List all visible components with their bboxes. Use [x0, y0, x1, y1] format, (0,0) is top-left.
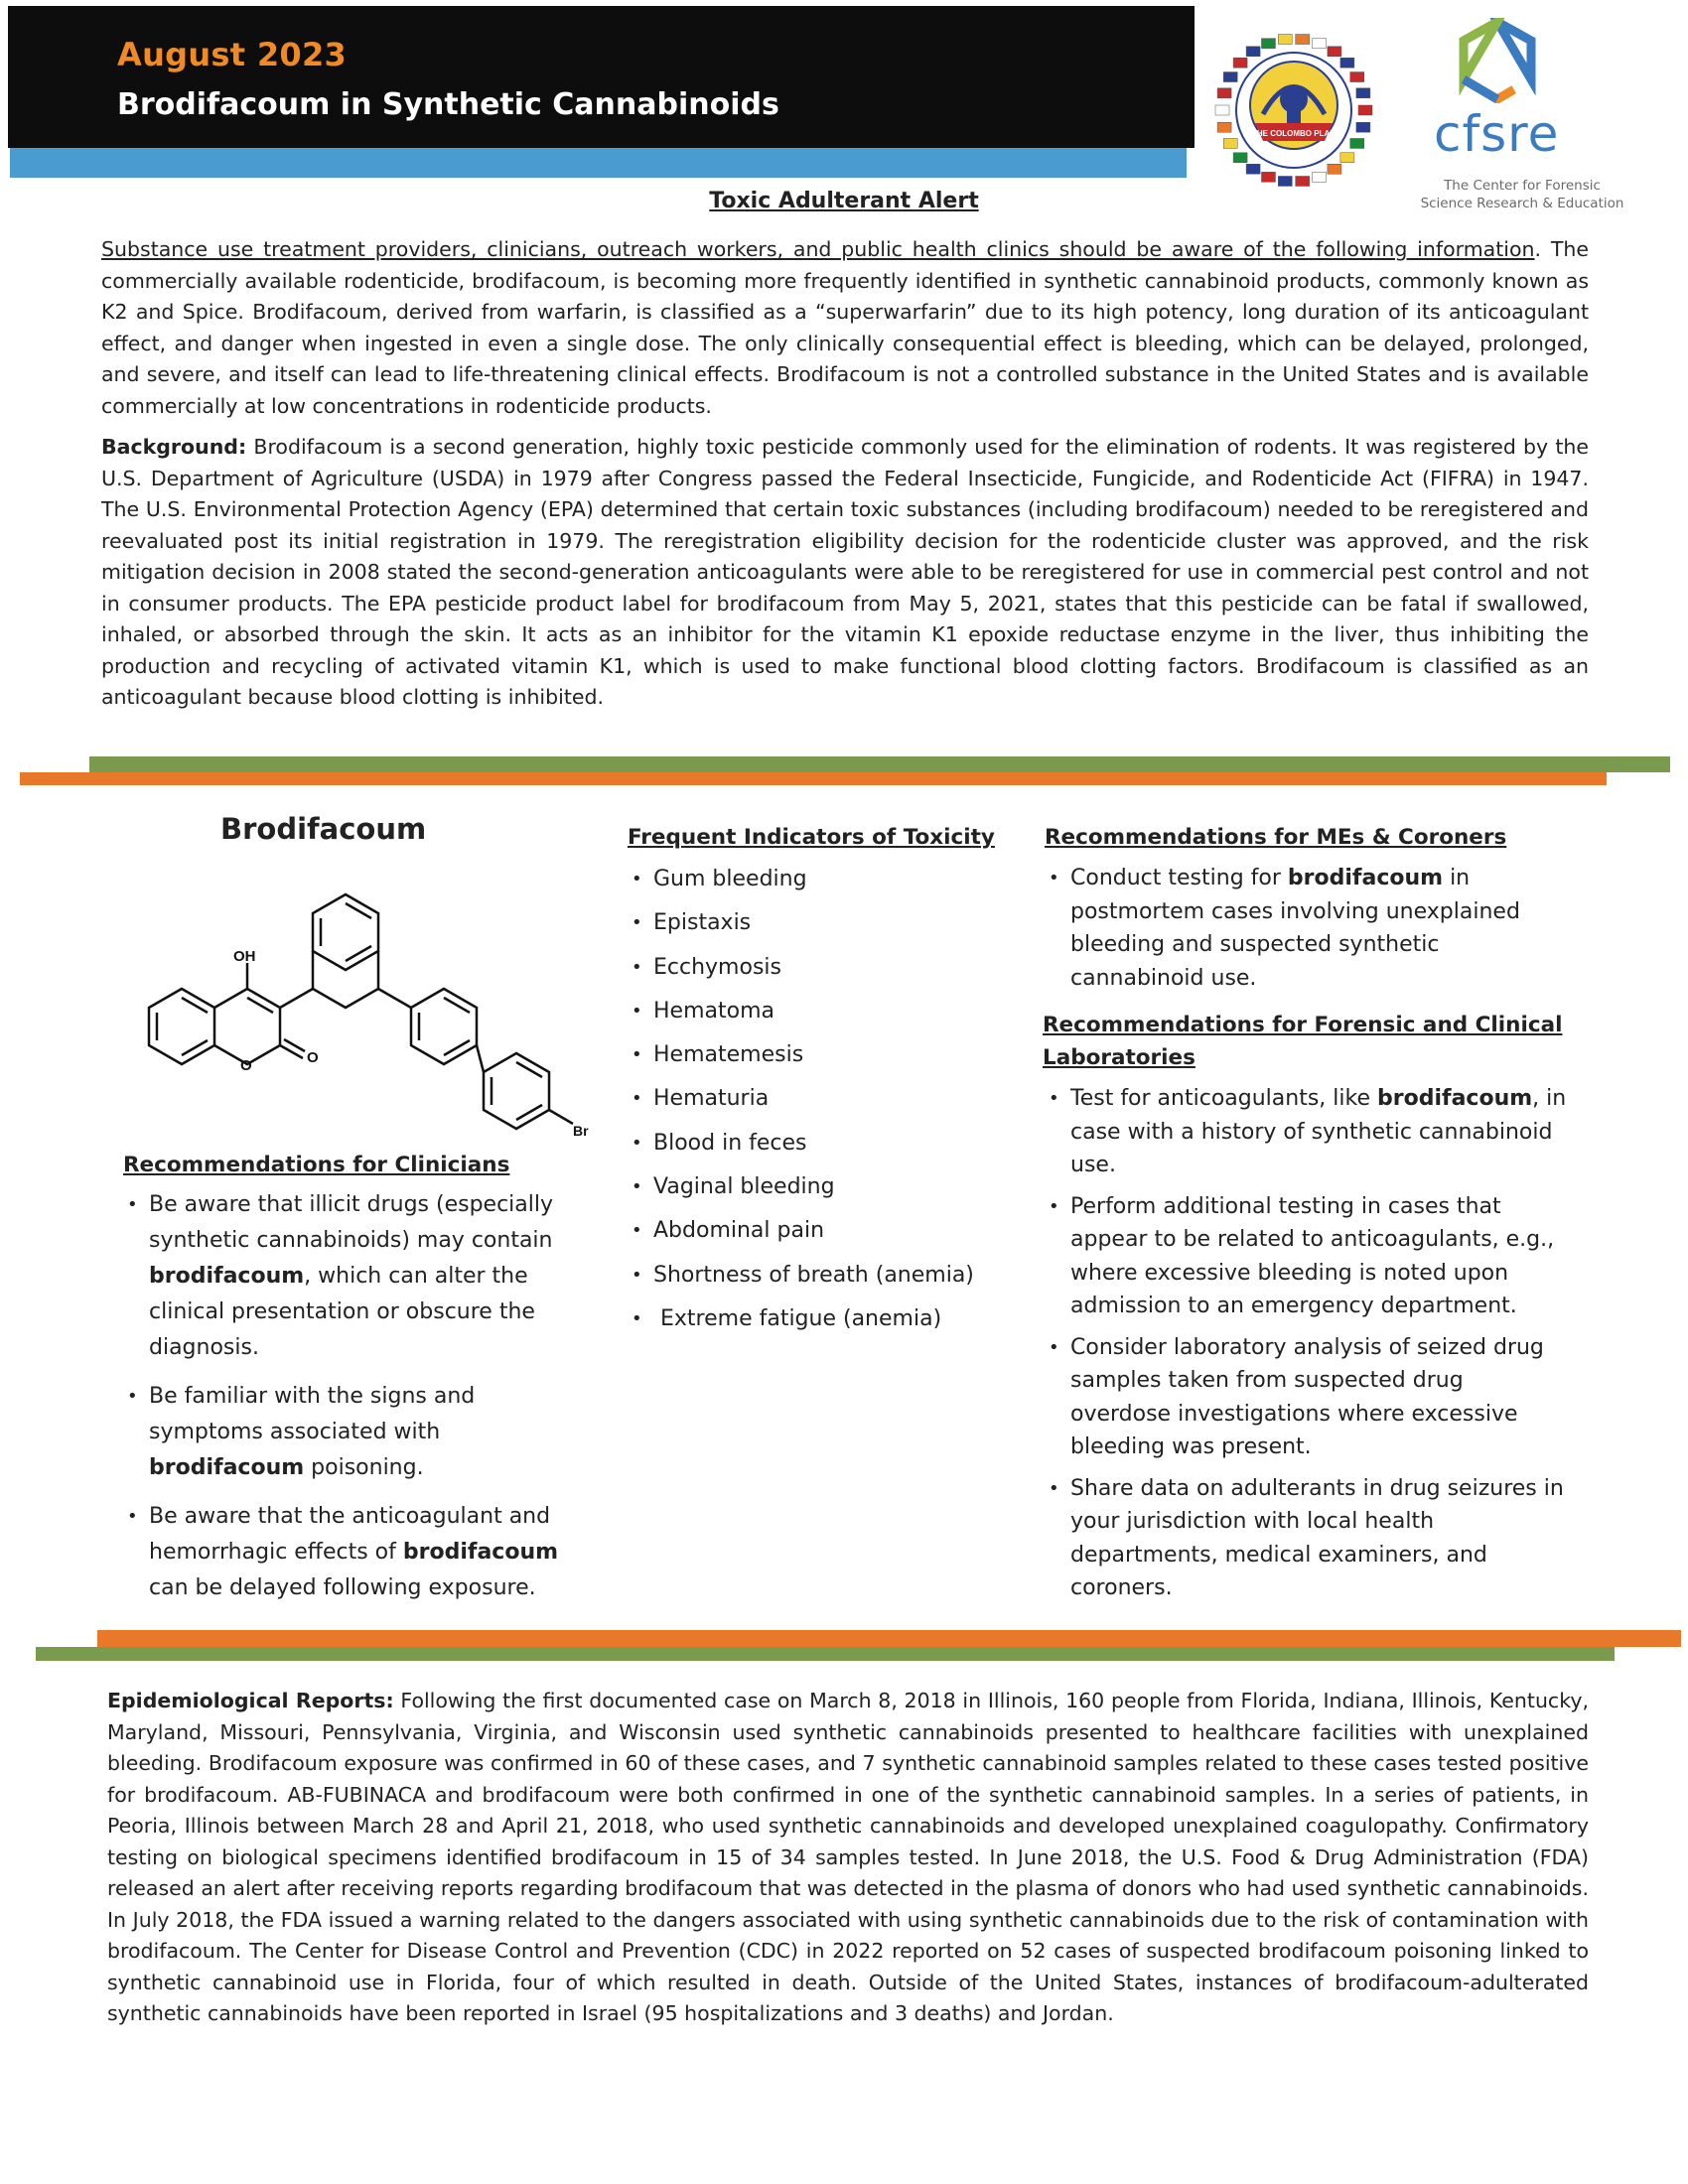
cfsre-wordmark: cfsre: [1434, 105, 1560, 163]
compound-name: Brodifacoum: [220, 812, 427, 846]
alert-title: Toxic Adulterant Alert: [709, 189, 979, 213]
list-item: • Test for anticoagulants, like brodifacoum, in case with a history of synthetic cannabinoid use.: [1045, 1082, 1569, 1182]
cfsre-hexagon-icon: [1458, 18, 1537, 103]
list-item: • Be familiar with the signs and symptoms associated with brodifacoum poisoning.: [123, 1379, 590, 1486]
flag-icon: [1350, 72, 1364, 82]
list-item: • Shortness of breath (anemia): [628, 1258, 1025, 1294]
brodifacoum-structure: [114, 864, 601, 1152]
flag-icon: [1340, 153, 1354, 163]
flag-icon: [1278, 35, 1292, 45]
list-item: • Hematemesis: [628, 1037, 1025, 1073]
list-item: • Ecchymosis: [628, 950, 1025, 986]
flag-icon: [1358, 105, 1372, 115]
flag-icon: [1233, 153, 1247, 163]
header-date: August 2023: [117, 36, 348, 73]
list-item: • Epistaxis: [628, 905, 1025, 941]
list-item: • Be aware that the anticoagulant and hemorrhagic effects of brodifacoum can be delayed following exposure.: [123, 1499, 590, 1606]
list-item: • Be aware that illicit drugs (especially synthetic cannabinoids) may contain brodifacoum, which can alter the clinical presentation or obscure the diagnosis.: [123, 1187, 590, 1366]
divider-green-top: [89, 756, 1670, 772]
flag-icon: [1246, 164, 1260, 174]
background-paragraph: [101, 432, 1589, 714]
intro-text: . The commercially available rodenticide, brodifacoum, is becoming more frequently identified in synthetic cannabinoid products, commonly known as K2 and Spice. Brodifacoum, derived from warfarin, is classified as a “superwarfarin” due to its high potency, long duration of its anticoagulant effect, and danger when ingested in even a single dose. The only clinically consequential effect is bleeding, which can be delayed, prolonged, and severe, and itself can lead to life-threatening clinical effects. Brodifacoum is not a controlled substance in the United States and is available commercially at low concentrations in rodenticide products.: [101, 237, 1589, 418]
list-item: • Extreme fatigue (anemia): [628, 1301, 1025, 1337]
epi-text: Following the first documented case on March 8, 2018 in Illinois, 160 people from Florida, Indiana, Illinois, Kentucky, Maryland, Missouri, Pennsylvania, Virginia, and Wisconsin used synthetic cannabinoids presented to healthcare facilities with unexplained bleeding. Brodifacoum exposure was confirmed in 60 of these cases, and 7 synthetic cannabinoid samples related to these cases tested positive for brodifacoum. AB-FUBINACA and brodifacoum were both confirmed in one of the synthetic cannabinoid samples. In a series of patients, in Peoria, Illinois between March 28 and April 21, 2018, who used synthetic cannabinoids and developed unexplained coagulopathy. Confirmatory testing on biological specimens identified brodifacoum in 15 of 34 samples tested. In June 2018, the U.S. Food & Drug Administration (FDA) released an alert after receiving reports regarding brodifacoum that was detected in the plasma of donors who had used synthetic cannabinoids. In July 2018, the FDA issued a warning related to the dangers associated with using synthetic cannabinoids due to the risk of contamination with brodifacoum. The Center for Disease Control and Prevention (CDC) in 2022 reported on 52 cases of suspected brodifacoum poisoning linked to synthetic cannabinoid use in Florida, four of which resulted in death. Outside of the United States, instances of brodifacoum-adulterated synthetic cannabinoids have been reported in Israel (95 hospitalizations and 3 deaths) and Jordan.: [107, 1689, 1589, 2025]
list-item: • Consider laboratory analysis of seized drug samples taken from suspected drug overdose investigations where excessive bleeding was present.: [1045, 1331, 1569, 1464]
label-oh: OH: [233, 948, 256, 965]
flag-icon: [1261, 39, 1275, 49]
divider-green-bottom: [36, 1647, 1615, 1661]
flag-icon: [1278, 176, 1292, 186]
list-item: • Blood in feces: [628, 1126, 1025, 1161]
list-item: • Hematoma: [628, 994, 1025, 1029]
flag-icon: [1356, 88, 1370, 98]
label-o-ring: O: [240, 1057, 252, 1074]
flag-icon: [1223, 72, 1237, 82]
flag-icon: [1356, 122, 1370, 132]
header-title: Brodifacoum in Synthetic Cannabinoids: [117, 87, 779, 122]
mes-list: [1045, 862, 1569, 1003]
label-o-carbonyl: O: [307, 1049, 319, 1066]
epi-paragraph: [107, 1686, 1589, 2030]
flag-icon: [1233, 58, 1247, 68]
list-item: • Share data on adulterants in drug seizures in your jurisdiction with local health departments, medical examiners, and coroners.: [1045, 1472, 1569, 1605]
cfsre-subtitle-line2: Science Research & Education: [1420, 196, 1624, 211]
background-label: Background:: [101, 435, 247, 459]
intro-underlined: Substance use treatment providers, clinicians, outreach workers, and public health clinics should be aware of the following information: [101, 237, 1535, 261]
list-item: • Gum bleeding: [628, 862, 1025, 897]
flag-icon: [1217, 122, 1231, 132]
list-item: • Vaginal bleeding: [628, 1169, 1025, 1205]
flag-icon: [1350, 138, 1364, 148]
list-item: • Hematuria: [628, 1081, 1025, 1117]
flag-icon: [1313, 172, 1327, 182]
colombo-plan-logo: [1203, 20, 1384, 201]
flag-icon: [1223, 138, 1237, 148]
epi-label: Epidemiological Reports:: [107, 1689, 394, 1712]
flag-icon: [1215, 105, 1229, 115]
toxicity-heading: Frequent Indicators of Toxicity: [628, 825, 995, 850]
labs-heading: Recommendations for Forensic and Clinical Laboratories: [1043, 1013, 1563, 1070]
flag-icon: [1261, 172, 1275, 182]
divider-orange-bottom: [97, 1630, 1681, 1647]
header-blue-strip: [10, 148, 1187, 178]
header-band: [8, 6, 1195, 148]
colombo-plan-text: THE COLOMBO PLAN: [1252, 129, 1336, 138]
flag-icon: [1217, 88, 1231, 98]
divider-orange-top: [20, 772, 1607, 785]
cfsre-logo: [1398, 18, 1646, 211]
clinicians-list: [123, 1187, 590, 1619]
flag-icon: [1340, 58, 1354, 68]
toxicity-list: [628, 862, 1025, 1345]
flag-icon: [1328, 164, 1341, 174]
flag-icon: [1296, 35, 1310, 45]
flag-icon: [1328, 47, 1341, 57]
label-br: Br: [573, 1123, 589, 1139]
clinicians-heading: Recommendations for Clinicians: [123, 1153, 510, 1177]
mes-heading: Recommendations for MEs & Coroners: [1045, 825, 1507, 850]
flag-icon: [1296, 176, 1310, 186]
list-item: • Conduct testing for brodifacoum in postmortem cases involving unexplained bleeding and suspected synthetic cannabinoid use.: [1045, 862, 1569, 995]
flag-icon: [1246, 47, 1260, 57]
flag-icon: [1313, 39, 1327, 49]
colombo-plan-seal-icon: [1203, 20, 1384, 201]
cfsre-subtitle-line1: The Center for Forensic: [1444, 178, 1601, 194]
list-item: • Abdominal pain: [628, 1213, 1025, 1249]
intro-paragraph: [101, 234, 1589, 422]
labs-list: [1045, 1082, 1569, 1613]
list-item: • Perform additional testing in cases that appear to be related to anticoagulants, e.g., where excessive bleeding is noted upon admission to an emergency department.: [1045, 1190, 1569, 1323]
background-text: Brodifacoum is a second generation, highly toxic pesticide commonly used for the elimination of rodents. It was registered by the U.S. Department of Agriculture (USDA) in 1979 after Congress passed the Federal Insecticide, Fungicide, and Rodenticide Act (FIFRA) in 1947. The U.S. Environmental Protection Agency (EPA) determined that certain toxic substances (including brodifacoum) needed to be reregistered and reevaluated post its initial registration in 1979. The reregistration eligibility decision for the rodenticide cluster was approved, and the risk mitigation decision in 2008 stated the second-generation anticoagulants were able to be reregistered for use in commercial pest control and not in consumer products. The EPA pesticide product label for brodifacoum from May 5, 2021, states that this pesticide can be fatal if swallowed, inhaled, or absorbed through the skin. It acts as an inhibitor for the vitamin K1 epoxide reductase enzyme in the liver, thus inhibiting the production and recycling of activated vitamin K1, which is used to make functional blood clotting factors. Brodifacoum is classified as an anticoagulant because blood clotting is inhibited.: [101, 435, 1589, 709]
